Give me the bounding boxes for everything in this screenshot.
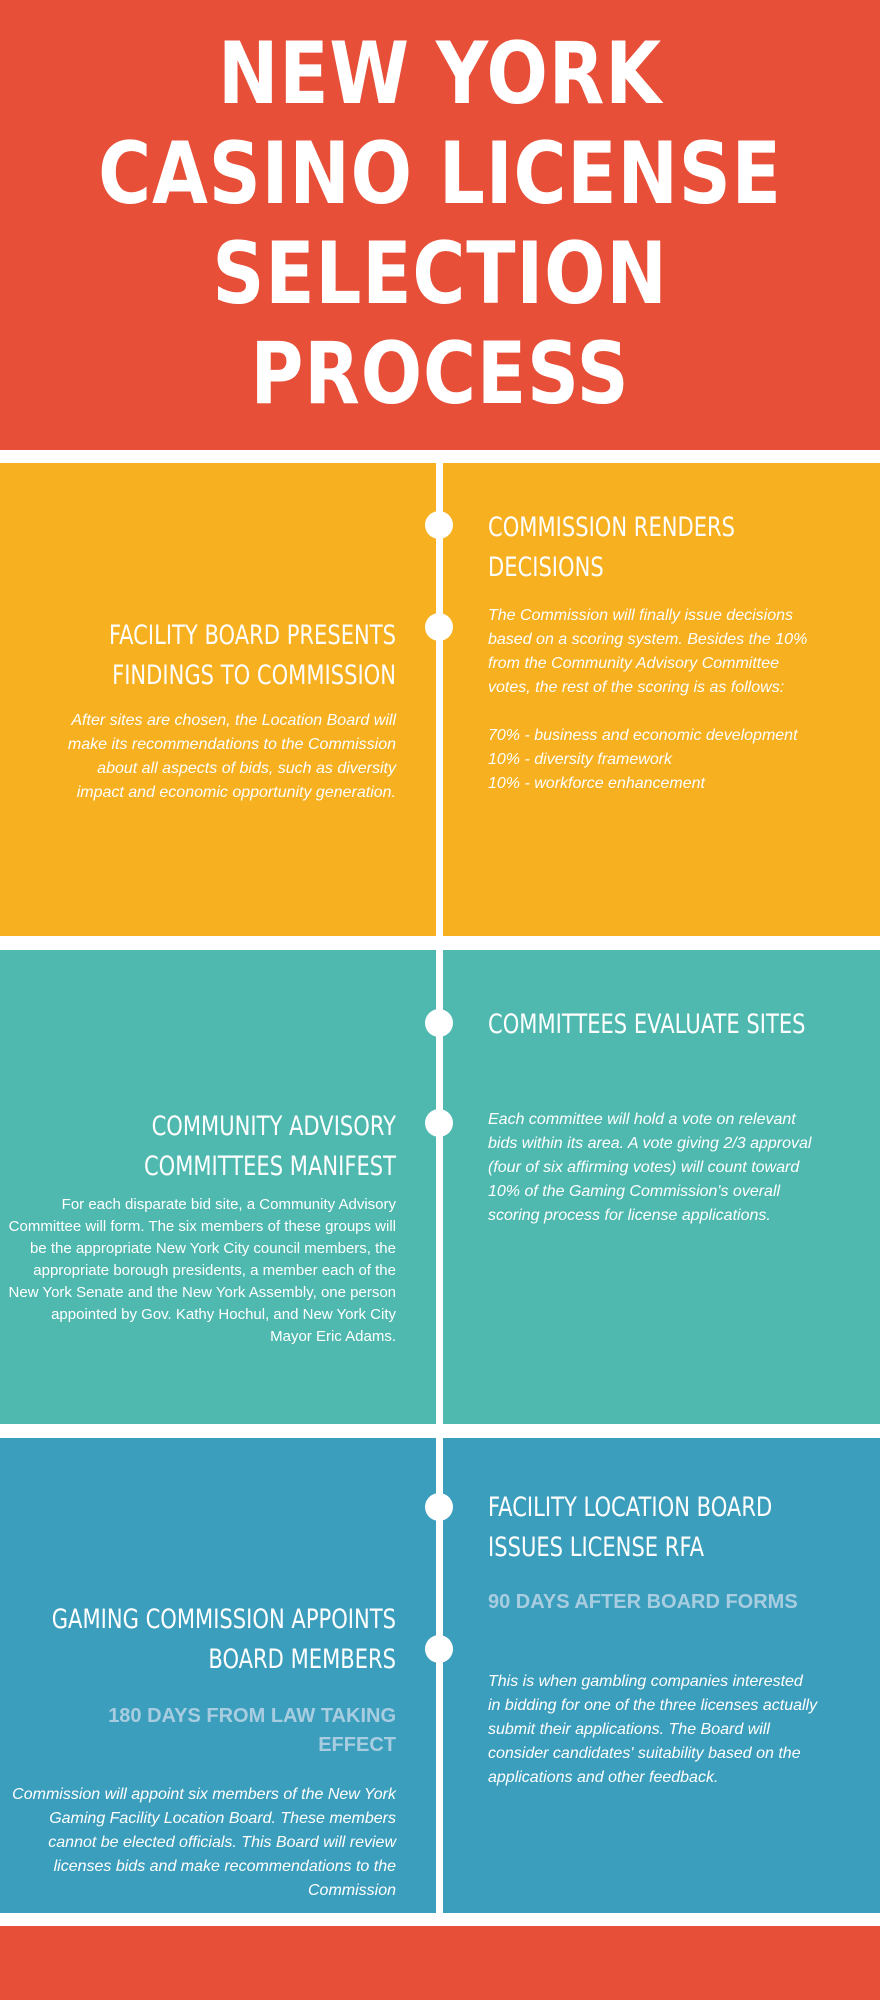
title-line: CASINO LICENSE <box>98 124 782 224</box>
section-decisions <box>0 463 880 936</box>
step-body-advisory-committees: For each disparate bid site, a Community Advisory Committee will form. The six members of these groups will be the appropriate New York City council members, the appropriate borough presidents, a member each of the New York Senate and the New York Assembly, one person appointed by Gov. Kathy Hochul, and New York City Mayor Eric Adams. <box>8 1196 396 1345</box>
section-board-appointment <box>0 1438 880 1913</box>
step-timing-board-appointment: 180 DAYS FROM LAW TAKING EFFECT <box>108 1705 396 1756</box>
step-heading-facility-board-findings: FACILITY BOARD PRESENTS FINDINGS TO COMMISSION <box>108 620 396 691</box>
title-line: NEW YORK <box>217 24 663 124</box>
step-heading-board-appointment: GAMING COMMISSION APPOINTS BOARD MEMBERS <box>51 1604 396 1675</box>
step-body-board-appointment: Commission will appoint six members of the New York Gaming Facility Location Board. These members cannot be elected officials. This Board will review licenses bids and make recommendations to the Commission <box>12 1786 396 1899</box>
timeline-dot <box>425 1493 453 1521</box>
footer-bar <box>0 1926 880 2000</box>
step-heading-commission-decisions: COMMISSION RENDERS DECISIONS <box>488 512 736 583</box>
timeline-dot <box>425 1635 453 1663</box>
step-heading-advisory-committees: COMMUNITY ADVISORY COMMITTEES MANIFEST <box>143 1111 396 1182</box>
step-body-facility-board-findings: After sites are chosen, the Location Board will make its recommendations to the Commission about all aspects of bids, such as diversity impact and economic opportunity generation. <box>67 712 396 801</box>
section-committees <box>0 950 880 1424</box>
page-title <box>70 24 809 424</box>
title-line: SELECTION <box>212 224 668 324</box>
step-timing-facility-rfa: 90 DAYS AFTER BOARD FORMS <box>488 1591 798 1613</box>
timeline-dot <box>425 1009 453 1037</box>
timeline-dot <box>425 1109 453 1137</box>
step-body-facility-rfa: This is when gambling companies interested in bidding for one of the three licenses actually submit their applications. The Board will consider candidates' suitability based on the applications and other feedback. <box>488 1673 818 1786</box>
step-body-committees-evaluate: Each committee will hold a vote on relevant bids within its area. A vote giving 2/3 approval (four of six affirming votes) will count toward 10% of the Gaming Commission's overall scoring process for license applications. <box>488 1111 812 1224</box>
step-body-commission-decisions: The Commission will finally issue decisions based on a scoring system. Besides the 10% from the Community Advisory Committee votes, the rest of the scoring is as follows: 70% - business and economic development 10% - diversity framework 10% - workforce enhancement <box>488 607 808 792</box>
step-heading-committees-evaluate: COMMITTEES EVALUATE SITES <box>488 1009 806 1040</box>
title-line: PROCESS <box>250 324 630 424</box>
header-banner <box>0 0 880 450</box>
timeline-dot <box>425 511 453 539</box>
timeline-dot <box>425 613 453 641</box>
step-heading-facility-rfa: FACILITY LOCATION BOARD ISSUES LICENSE RFA <box>488 1492 773 1563</box>
